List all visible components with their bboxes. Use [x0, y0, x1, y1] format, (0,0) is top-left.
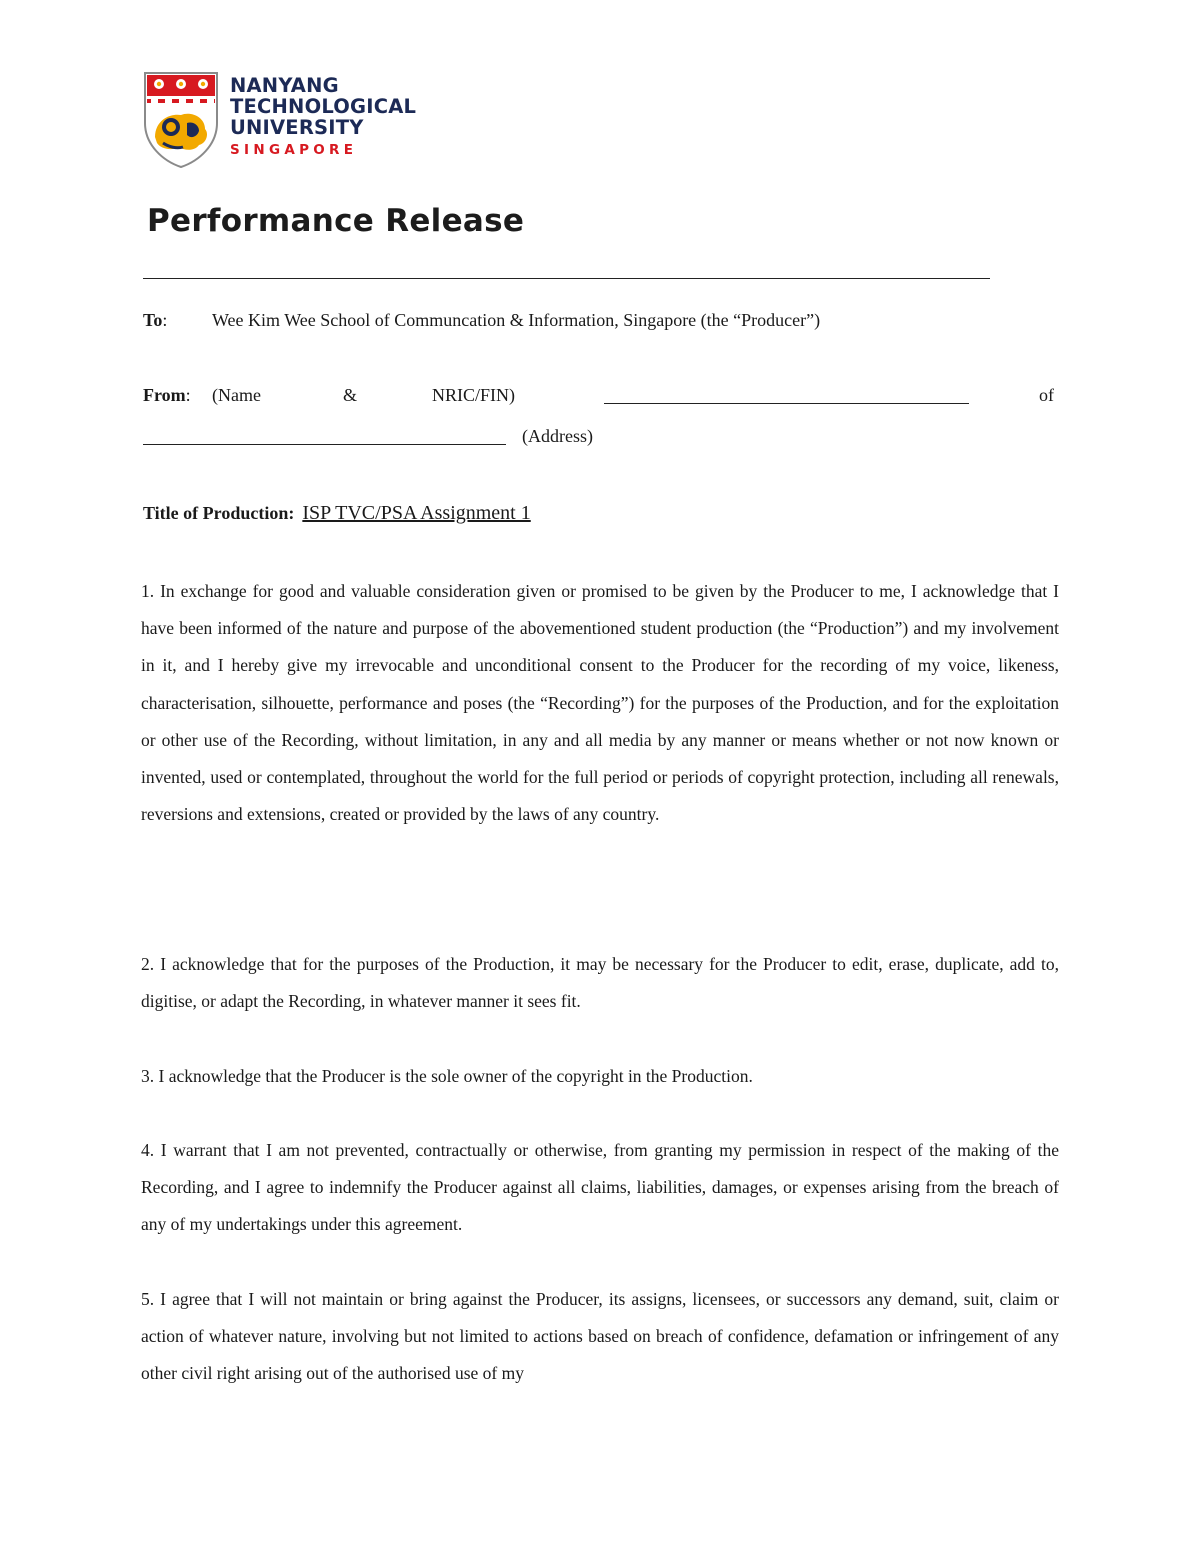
logo-line-university: UNIVERSITY	[230, 116, 364, 139]
production-row	[143, 502, 531, 524]
title-divider	[143, 278, 990, 279]
production-label: Title of Production:	[143, 503, 295, 523]
lion-crest-icon	[143, 71, 219, 169]
to-value: Wee Kim Wee School of Communcation & Information, Singapore (the “Producer”)	[212, 310, 821, 330]
page-title: Performance Release	[147, 203, 525, 239]
address-field[interactable]	[143, 444, 506, 445]
clause-3: 3. I acknowledge that the Producer is the sole owner of the copyright in the Production.	[141, 1066, 753, 1086]
from-nric-text: NRIC/FIN)	[432, 385, 516, 405]
from-of-text: of	[1039, 385, 1054, 405]
clause-5: 5. I agree that I will not maintain or bring against the Producer, its assigns, licensees, or successors any demand, suit, claim or action of whatever nature, involving but not limited to actions based on breach of confidence, defamation or infringement of any other civil right arising out of the authorised use of my	[141, 1289, 1059, 1384]
from-label: From	[143, 385, 186, 405]
from-colon: :	[185, 385, 191, 405]
production-title-value: ISP TVC/PSA Assignment 1	[302, 502, 531, 524]
address-label: (Address)	[522, 426, 593, 446]
logo-line-nanyang: NANYANG	[230, 74, 339, 97]
to-row	[143, 309, 167, 331]
from-row	[143, 384, 191, 406]
university-logo	[143, 71, 417, 171]
to-label: To	[143, 310, 163, 330]
from-name-text: (Name	[212, 385, 261, 405]
clause-1: 1. In exchange for good and valuable consideration given or promised to be given by the Producer to me, I acknowledge that I have been informed of the nature and purpose of the abovementioned student production (the “Production”) and my involvement in it, and I hereby give my irrevocable and unconditional consent to the Producer for the recording of my voice, likeness, characterisation, silhouette, performance and poses (the “Recording”) for the purposes of the Production, and for the exploitation or other use of the Recording, without limitation, in any and all media by any manner or means whether or not now known or invented, used or contemplated, throughout the world for the full period or periods of copyright protection, including all renewals, reversions and extensions, created or provided by the laws of any country.	[141, 581, 1059, 825]
logo-line-technological: TECHNOLOGICAL	[230, 95, 417, 118]
logo-wordmark	[230, 75, 416, 158]
clause-2: 2. I acknowledge that for the purposes of the Production, it may be necessary for the Producer to edit, erase, duplicate, add to, digitise, or adapt the Recording, in whatever manner it sees fit.	[141, 954, 1059, 1012]
from-amp-text: &	[343, 385, 358, 405]
to-colon: :	[162, 310, 168, 330]
logo-line-singapore: SINGAPORE	[230, 142, 358, 158]
clause-4: 4. I warrant that I am not prevented, contractually or otherwise, from granting my permission in respect of the making of the Recording, and I agree to indemnify the Producer against all claims, liabilities, damages, or expenses arising from the breach of any of my undertakings under this agreement.	[141, 1140, 1059, 1235]
name-nric-field[interactable]	[604, 403, 969, 404]
